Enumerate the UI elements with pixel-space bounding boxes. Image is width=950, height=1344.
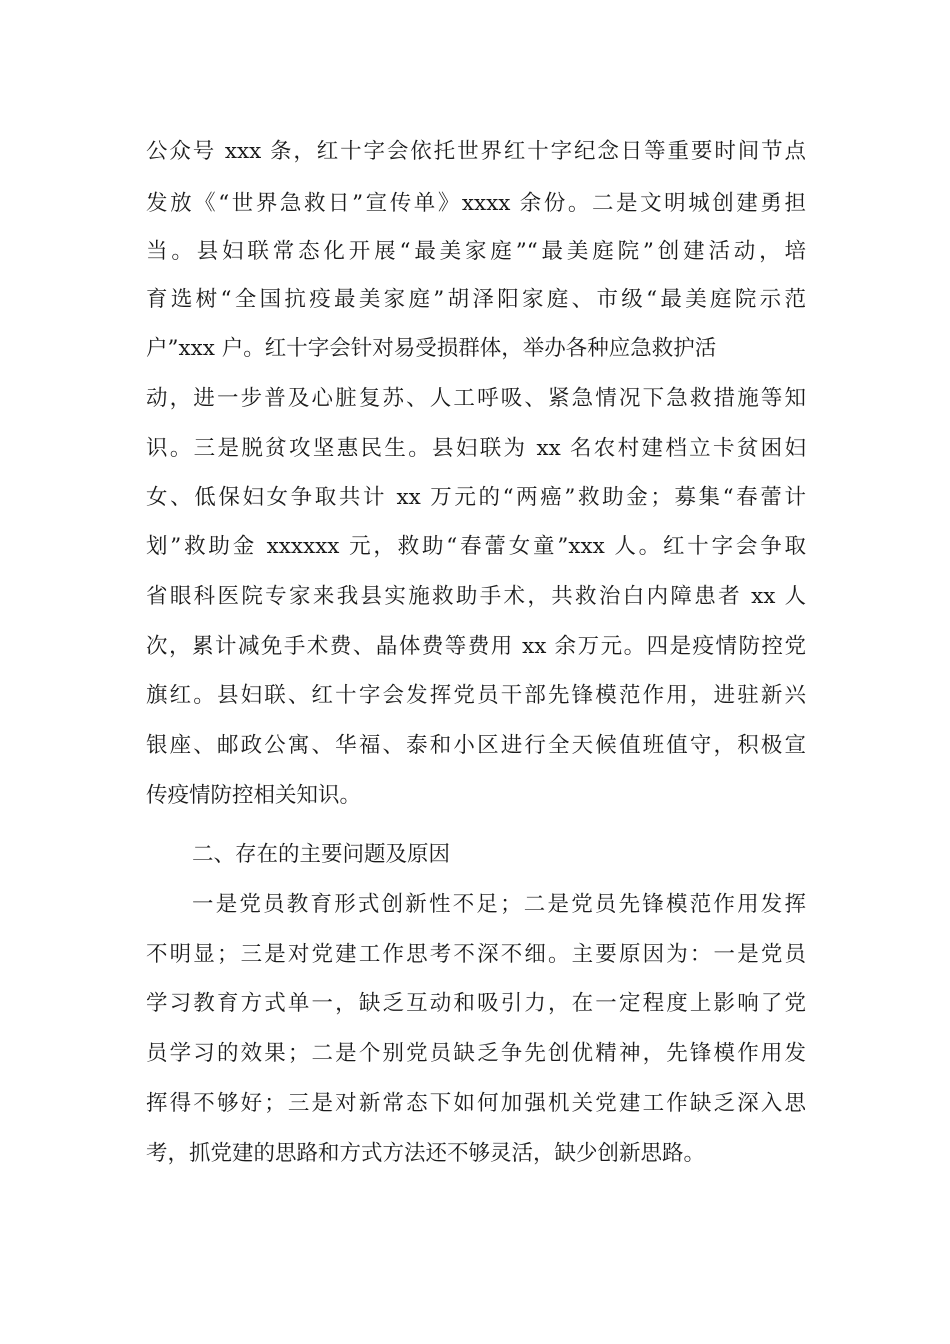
text-line: 动，进一步普及心脏复苏、人工呼吸、紧急情况下急救措施等知 xyxy=(146,386,806,411)
text-line: 不明显；三是对党建工作思考不深不细。主要原因为：一是党员 xyxy=(146,942,806,967)
text-line: 户”xxx 户。红十字会针对易受损群体，举办各种应急救护活 xyxy=(146,336,717,361)
text-line: 公众号 xxx 条，红十字会依托世界红十字纪念日等重要时间节点 xyxy=(146,139,806,164)
text-line: 女、低保妇女争取共计 xx 万元的“两癌”救助金；募集“春蕾计 xyxy=(146,485,806,510)
text-line: 次，累计减免手术费、晶体费等费用 xx 余万元。四是疫情防控党 xyxy=(146,634,806,659)
text-line: 育选树“全国抗疫最美家庭”胡泽阳家庭、市级“最美庭院示范 xyxy=(146,287,806,312)
text-line: 一是党员教育形式创新性不足；二是党员先锋模范作用发挥 xyxy=(192,892,806,917)
text-line: 考，抓党建的思路和方式方法还不够灵活，缺少创新思路。 xyxy=(146,1141,706,1166)
text-line: 旗红。县妇联、红十字会发挥党员干部先锋模范作用，进驻新兴 xyxy=(146,683,806,708)
text-line: 识。三是脱贫攻坚惠民生。县妇联为 xx 名农村建档立卡贫困妇 xyxy=(146,436,806,461)
text-line: 传疫情防控相关知识。 xyxy=(146,783,362,808)
text-line: 学习教育方式单一，缺乏互动和吸引力，在一定程度上影响了党 xyxy=(146,991,806,1016)
text-line: 银座、邮政公寓、华福、泰和小区进行全天候值班值守，积极宣 xyxy=(146,733,806,758)
section-heading: 二、存在的主要问题及原因 xyxy=(192,842,451,867)
text-line: 当。县妇联常态化开展“最美家庭”“最美庭院”创建活动，培 xyxy=(146,239,806,264)
text-line: 发放《“世界急救日”宣传单》xxxx 余份。二是文明城创建勇担 xyxy=(146,191,806,216)
text-line: 员学习的效果；二是个别党员缺乏争先创优精神，先锋模作用发 xyxy=(146,1041,806,1066)
text-line: 划”救助金 xxxxxx 元，救助“春蕾女童”xxx 人。红十字会争取 xyxy=(146,534,806,559)
text-line: 省眼科医院专家来我县实施救助手术，共救治白内障患者 xx 人 xyxy=(146,584,806,609)
text-line: 挥得不够好；三是对新常态下如何加强机关党建工作缺乏深入思 xyxy=(146,1091,806,1116)
